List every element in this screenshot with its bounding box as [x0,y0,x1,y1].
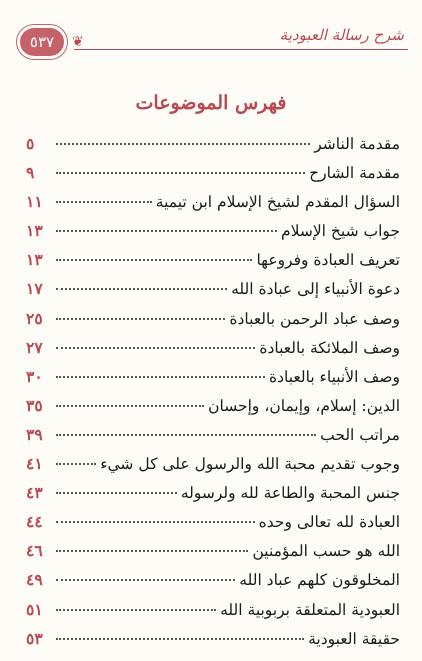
toc-entry-title: تعريف العبادة وفروعها [256,251,400,270]
toc-entry-title: مقدمة الشارح [309,164,400,183]
toc-entry-title: وصف عباد الرحمن بالعبادة [229,309,400,328]
dot-leader [56,201,152,203]
toc-entry-title: حقيقة العبودية [308,629,400,648]
header-rule [74,49,408,50]
dot-leader [56,638,304,640]
toc-entry-title: المخلوقون كلهم عباد الله [239,571,400,590]
toc-entry-page: ٤٣ [26,483,43,503]
toc-entry-page: ٢٥ [26,308,43,328]
toc-entry-page: ٥١ [26,599,43,619]
toc-entry[interactable] [26,221,400,250]
toc-entry-page: ٣٠ [26,366,43,386]
table-of-contents [26,134,400,658]
toc-entry[interactable] [26,279,400,308]
dot-leader [56,376,265,378]
toc-entry-page: ٢٧ [26,337,43,357]
toc-entry-page: ١٧ [26,279,43,299]
toc-entry-title: جنس المحبة والطاعة لله ولرسوله [180,484,400,503]
toc-entry-page: ١١ [26,192,43,212]
toc-entry[interactable] [26,454,400,483]
toc-entry-title: مراتب الحب [320,425,400,444]
toc-entry-page: ٤٩ [26,570,43,590]
toc-entry[interactable] [26,396,400,425]
dot-leader [56,259,252,261]
page-number-badge [20,28,64,56]
page-number: ٥٣٧ [29,33,55,51]
toc-entry-title: العبودية المتعلقة بربوبية الله [220,600,400,619]
dot-leader [56,318,225,320]
dot-leader [56,172,305,174]
dot-leader [56,230,277,232]
toc-entry[interactable] [26,541,400,570]
toc-entry[interactable] [26,250,400,279]
toc-entry[interactable] [26,483,400,512]
toc-entry-page: ٥٣ [26,628,43,648]
toc-entry[interactable] [26,367,400,396]
dot-leader [56,143,310,145]
toc-entry[interactable] [26,570,400,599]
toc-entry-title: وصف الملائكة بالعبادة [259,338,400,357]
page-title: فهرس الموضوعات [135,92,287,114]
dot-leader [56,405,204,407]
toc-entry-title: الدين: إسلام، وإيمان، وإحسان [208,396,400,415]
toc-entry[interactable] [26,163,400,192]
toc-entry[interactable] [26,338,400,367]
toc-entry-page: ١٣ [26,221,43,241]
dot-leader [56,463,96,465]
dot-leader [56,434,316,436]
toc-entry[interactable] [26,134,400,163]
toc-entry-page: ١٣ [26,250,43,270]
toc-entry-title: الله هو حسب المؤمنين [252,542,400,561]
toc-entry-page: ٤٤ [26,512,43,532]
toc-entry-title: وصف الأنبياء بالعبادة [268,367,400,386]
dot-leader [56,347,255,349]
toc-entry[interactable] [26,512,400,541]
toc-entry[interactable] [26,309,400,338]
dot-leader [56,521,255,523]
toc-entry-title: جواب شيخ الإسلام [281,222,400,241]
toc-entry[interactable] [26,629,400,658]
toc-entry-page: ٥ [26,134,35,153]
dot-leader [56,550,248,552]
toc-entry-page: ٩ [26,163,35,183]
running-title: شرح رسالة العبودية [279,26,404,44]
dot-leader [56,492,177,494]
toc-entry-title: دعوة الأنبياء إلى عبادة الله [231,280,400,299]
dot-leader [56,288,227,290]
toc-entry[interactable] [26,600,400,629]
page-header [14,22,408,62]
toc-entry-title: السؤال المقدم لشيخ الإسلام ابن تيمية [155,193,400,212]
toc-entry-page: ٣٩ [26,424,43,444]
toc-entry-title: العبادة لله تعالى وحده [258,513,400,532]
toc-entry[interactable] [26,425,400,454]
toc-entry-title: مقدمة الناشر [314,135,400,153]
dot-leader [56,579,235,581]
floral-ornament-icon: ❦ [72,34,84,50]
toc-entry-page: ٤٦ [26,541,43,561]
toc-entry-title: وجوب تقديم محبة الله والرسول على كل شيء [100,455,400,474]
toc-entry-page: ٤١ [26,454,43,474]
toc-entry[interactable] [26,192,400,221]
dot-leader [56,609,216,611]
toc-entry-page: ٣٥ [26,395,43,415]
